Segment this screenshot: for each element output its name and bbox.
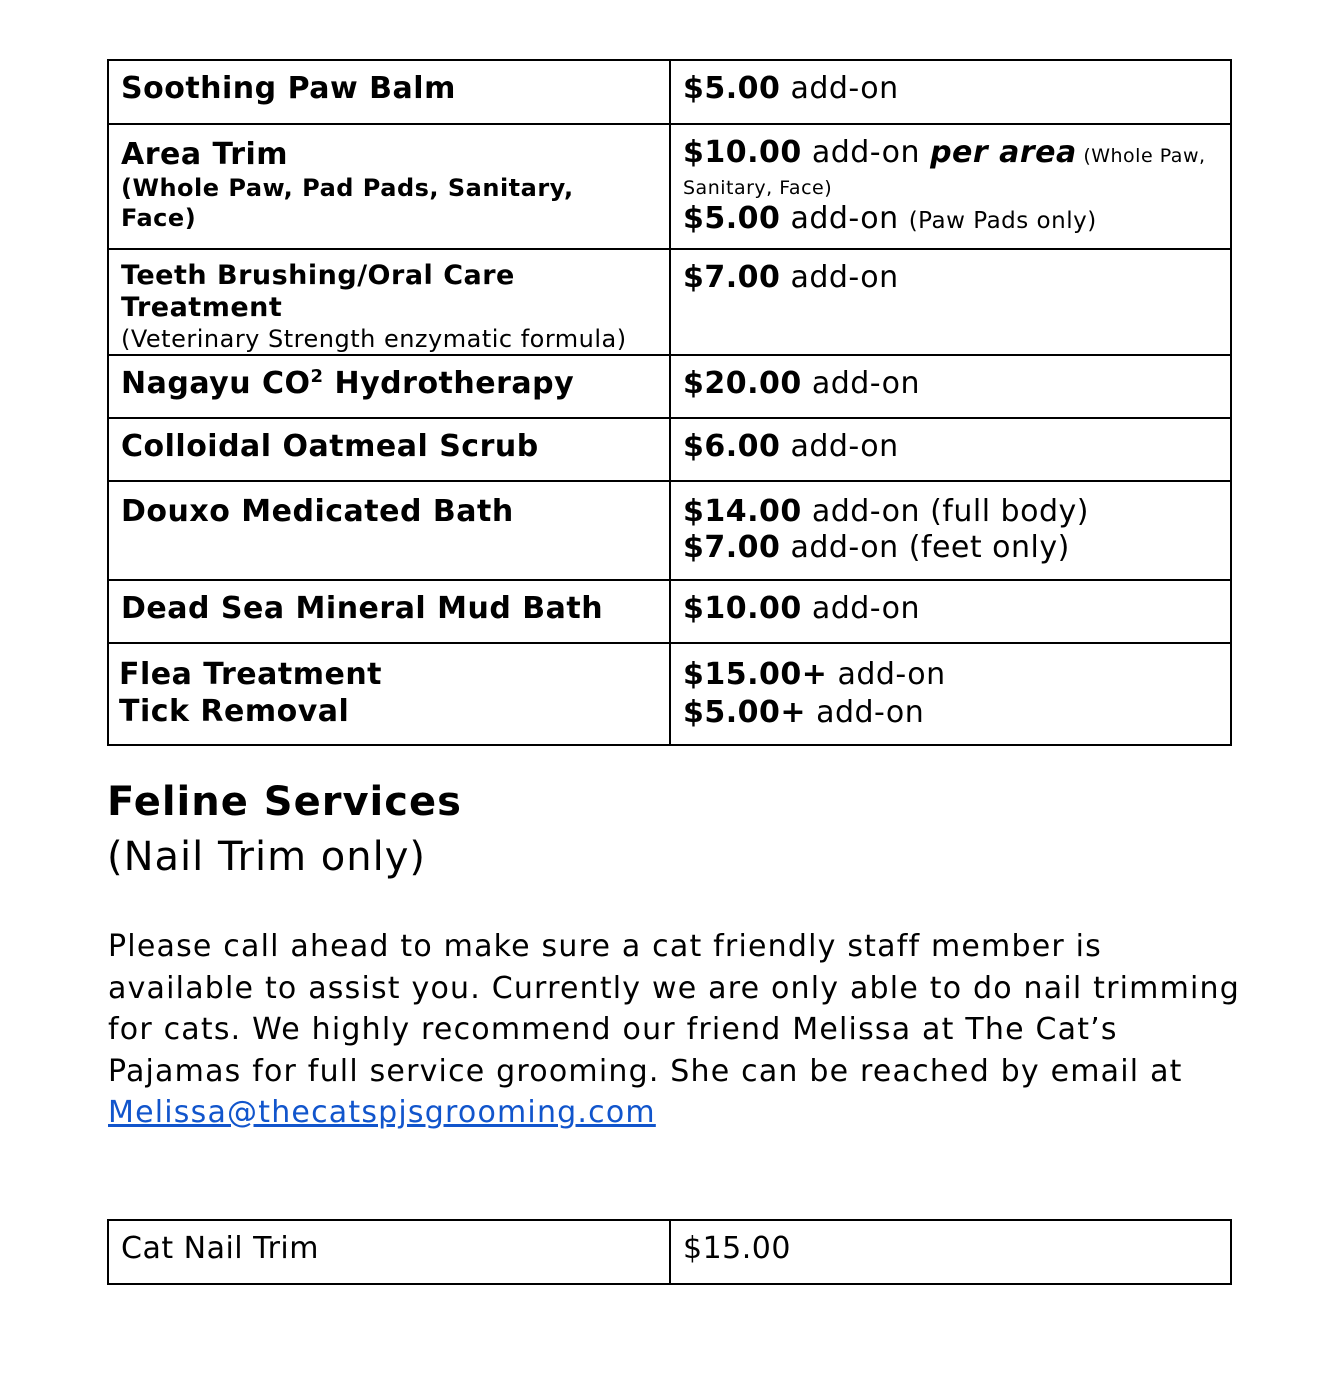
table-row (108, 643, 1231, 745)
service-price: $20.00 add-on (670, 355, 1231, 418)
feline-services-table (107, 1219, 1232, 1285)
table-row (108, 249, 1231, 355)
addon-services-table (107, 59, 1232, 746)
table-row (108, 124, 1231, 249)
table-row (108, 60, 1231, 124)
table-row (108, 1220, 1231, 1284)
service-name: Dead Sea Mineral Mud Bath (108, 580, 670, 643)
table-row (108, 580, 1231, 643)
email-link[interactable]: Melissa@thecatspjsgrooming.com (108, 1095, 656, 1130)
service-name: Teeth Brushing/Oral Care Treatment (Veterinary Strength enzymatic formula) (108, 249, 670, 355)
service-name: Area Trim (Whole Paw, Pad Pads, Sanitary, Face) (108, 124, 670, 249)
table-row (108, 418, 1231, 481)
service-name: Colloidal Oatmeal Scrub (108, 418, 670, 481)
service-price: $10.00 add-on per area (Whole Paw, Sanitary, Face) $5.00 add-on (Paw Pads only) (670, 124, 1231, 249)
service-price: $15.00 (670, 1220, 1231, 1284)
table-row (108, 481, 1231, 580)
table-row (108, 355, 1231, 418)
service-name: Soothing Paw Balm (108, 60, 670, 124)
service-name: Douxo Medicated Bath (108, 481, 670, 580)
service-price: $14.00 add-on (full body) $7.00 add-on (feet only) (670, 481, 1231, 580)
service-name: Nagayu $CO^2$ Hydrotherapy (108, 355, 670, 418)
service-price: $5.00 add-on (670, 60, 1231, 124)
service-name: Flea Treatment Tick Removal (108, 643, 670, 745)
service-price: $10.00 add-on (670, 580, 1231, 643)
feline-services-title: Feline Services (107, 779, 462, 825)
service-price: $15.00+ add-on $5.00+ add-on (670, 643, 1231, 745)
feline-services-subtitle: (Nail Trim only) (107, 834, 426, 880)
service-price: $6.00 add-on (670, 418, 1231, 481)
service-name: Cat Nail Trim (108, 1220, 670, 1284)
feline-services-description: Please call ahead to make sure a cat friendly staff member is available to assist you. Currently we are only able to do nail trimming for cats. We highly recommend our friend Melissa at The Cat’s Pajamas for full service grooming. She can be reached by email at Melissa@thecatspjsgrooming.com (108, 929, 1240, 1130)
service-price: $7.00 add-on (670, 249, 1231, 355)
